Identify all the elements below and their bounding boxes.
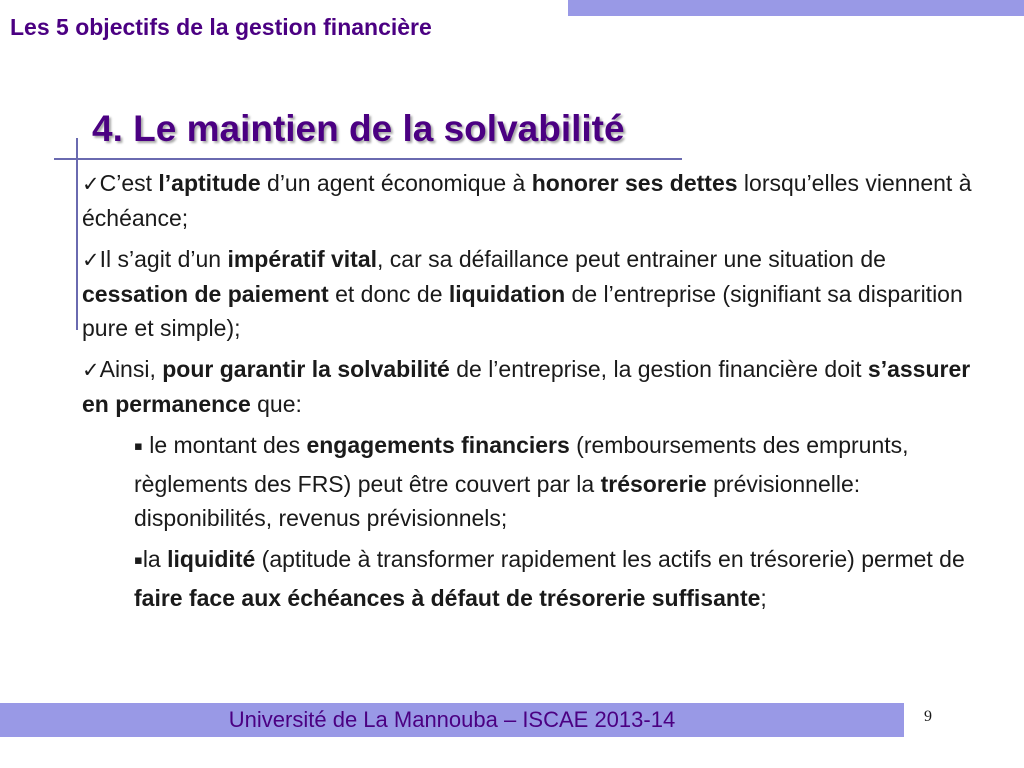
page-number: 9	[924, 708, 932, 725]
bullet-2-text-1: Il s’agit d’un	[99, 246, 228, 272]
bullet-2-text-2: , car sa défaillance peut entrainer une situation de	[377, 246, 886, 272]
sub-bullet-2-bold-1: liquidité	[167, 546, 256, 572]
bullet-1-text-3: lorsqu’elles viennent à échéance;	[82, 170, 972, 231]
bullet-3-text-2: de l’entreprise, la gestion financière doit	[449, 356, 868, 382]
bullet-2-bold-1: impératif vital	[227, 246, 378, 272]
bullet-3-text-3: que:	[250, 391, 302, 417]
sub-bullet-2-text-3: ;	[760, 585, 767, 611]
bullet-1-bold-2: honorer ses dettes	[531, 170, 738, 196]
bullet-1-text-1: C’est	[99, 170, 159, 196]
slide-title: 4. Le maintien de la solvabilité	[92, 108, 625, 149]
slide-content	[82, 166, 997, 622]
bullet-1	[82, 166, 997, 235]
bullet-2-bold-3: liquidation	[448, 281, 566, 307]
sub-bullet-2-text-2: (aptitude à transformer rapidement les actifs en trésorerie) permet de	[255, 546, 965, 572]
sub-bullet-2-text-1: la	[142, 546, 168, 572]
footer-text: Université de La Mannouba – ISCAE 2013-14	[228, 707, 676, 732]
sub-bullet-1-bold-2: trésorerie	[600, 471, 707, 497]
decorative-vertical-line	[76, 138, 78, 330]
bullet-2-bold-2: cessation de paiement	[82, 281, 329, 307]
sub-bullet-1-text-3: prévisionnelle: disponibilités, revenus prévisionnels;	[134, 471, 861, 531]
bullet-3-bold-2: s’assurer en permanence	[82, 356, 971, 417]
header-title: Les 5 objectifs de la gestion financière	[10, 14, 432, 40]
sub-bullet-1	[134, 428, 997, 535]
bullet-2-text-4: de l’entreprise (signifiant sa disparition pure et simple);	[82, 281, 963, 341]
sub-bullet-2-bold-2: faire face aux échéances à défaut de trésorerie suffisante	[134, 585, 761, 611]
bullet-3-bold-1: pour garantir la solvabilité	[162, 356, 450, 382]
checkmark-icon: ✓	[82, 248, 100, 272]
bullet-1-bold-1: l’aptitude	[158, 170, 261, 196]
checkmark-icon: ✓	[82, 172, 100, 196]
checkmark-icon: ✓	[82, 358, 100, 382]
sub-bullet-1-text-2: (remboursements des emprunts, règlements des FRS) peut être couvert par la	[134, 432, 909, 497]
bullet-3	[82, 352, 997, 421]
bullet-2	[82, 242, 997, 345]
decorative-horizontal-line	[54, 158, 682, 160]
bullet-1-text-2: d’un agent économique à	[260, 170, 532, 196]
top-accent-bar	[568, 0, 1024, 16]
bullet-3-text-1: Ainsi,	[99, 356, 163, 382]
square-bullet-icon: ▪	[134, 439, 143, 454]
square-bullet-icon: ▪	[134, 553, 143, 568]
sub-bullet-1-bold-1: engagements financiers	[306, 432, 570, 458]
bullet-2-text-3: et donc de	[328, 281, 449, 307]
sub-bullet-1-text-1: le montant des	[142, 432, 307, 458]
sub-bullet-2	[134, 542, 997, 615]
